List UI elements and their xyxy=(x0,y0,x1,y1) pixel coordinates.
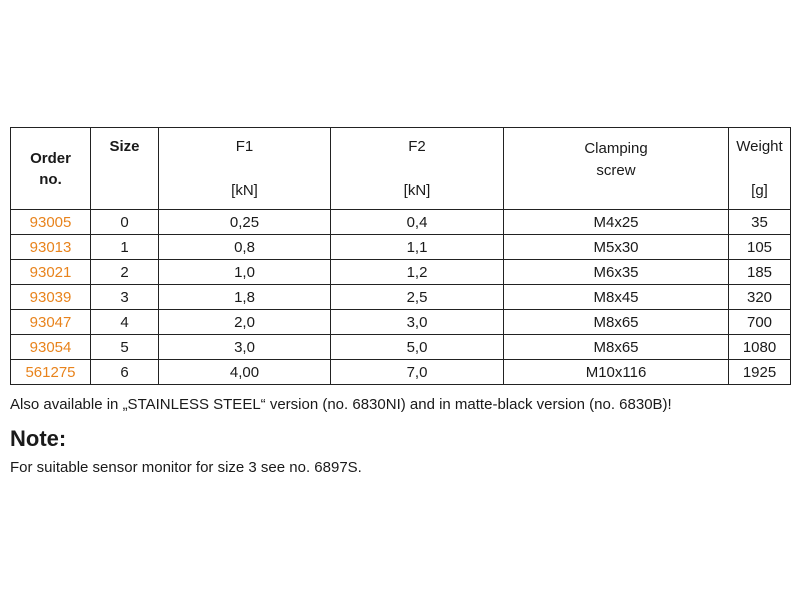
order-no-cell: 93054 xyxy=(11,335,91,360)
f1-cell: 3,0 xyxy=(159,335,331,360)
f2-cell: 3,0 xyxy=(331,310,504,335)
screw-cell: M8x65 xyxy=(504,335,729,360)
header-order-no xyxy=(11,128,91,210)
header-clamping-screw xyxy=(504,128,729,210)
header-order-no-label: Order no. xyxy=(30,149,71,188)
weight-cell: 1080 xyxy=(729,335,791,360)
screw-cell: M10x116 xyxy=(504,360,729,385)
header-clamping-screw-label: Clamping screw xyxy=(584,140,648,179)
header-f1-unit: [kN] xyxy=(231,182,258,199)
f1-cell: 0,8 xyxy=(159,235,331,260)
size-cell: 1 xyxy=(91,235,159,260)
screw-cell: M8x65 xyxy=(504,310,729,335)
note-text: For suitable sensor monitor for size 3 see no. 6897S. xyxy=(10,459,362,476)
f1-cell: 1,0 xyxy=(159,260,331,285)
order-no-cell: 93021 xyxy=(11,260,91,285)
weight-cell: 105 xyxy=(729,235,791,260)
f1-cell: 4,00 xyxy=(159,360,331,385)
spec-table xyxy=(10,127,791,385)
table-row xyxy=(11,260,791,285)
table-row xyxy=(11,360,791,385)
header-size xyxy=(91,128,159,210)
f2-cell: 1,2 xyxy=(331,260,504,285)
header-size-label: Size xyxy=(109,138,140,155)
f2-cell: 0,4 xyxy=(331,210,504,235)
table-row xyxy=(11,310,791,335)
order-no-cell: 93005 xyxy=(11,210,91,235)
table-row xyxy=(11,335,791,360)
weight-cell: 320 xyxy=(729,285,791,310)
table-header-row xyxy=(11,128,791,210)
weight-cell: 35 xyxy=(729,210,791,235)
weight-cell: 700 xyxy=(729,310,791,335)
table-row xyxy=(11,235,791,260)
note-heading: Note: xyxy=(10,426,67,451)
screw-cell: M5x30 xyxy=(504,235,729,260)
size-cell: 2 xyxy=(91,260,159,285)
header-f2-unit: [kN] xyxy=(403,182,431,199)
f2-cell: 5,0 xyxy=(331,335,504,360)
order-no-cell: 93013 xyxy=(11,235,91,260)
f1-cell: 0,25 xyxy=(159,210,331,235)
f2-cell: 2,5 xyxy=(331,285,504,310)
header-weight-unit: [g] xyxy=(751,182,768,199)
size-cell: 3 xyxy=(91,285,159,310)
screw-cell: M6x35 xyxy=(504,260,729,285)
header-weight-label: Weight xyxy=(736,138,783,155)
header-f2-label: F2 xyxy=(408,138,426,155)
weight-cell: 1925 xyxy=(729,360,791,385)
table-row xyxy=(11,285,791,310)
size-cell: 4 xyxy=(91,310,159,335)
screw-cell: M8x45 xyxy=(504,285,729,310)
order-no-cell: 93039 xyxy=(11,285,91,310)
availability-text: Also available in „STAINLESS STEEL“ version (no. 6830NI) and in matte-black version (no. 6830B)! xyxy=(10,396,672,413)
header-f2 xyxy=(331,128,504,210)
f1-cell: 1,8 xyxy=(159,285,331,310)
header-f1-label: F1 xyxy=(235,138,254,155)
table-row xyxy=(11,210,791,235)
order-no-cell: 93047 xyxy=(11,310,91,335)
header-f1 xyxy=(159,128,331,210)
f2-cell: 1,1 xyxy=(331,235,504,260)
screw-cell: M4x25 xyxy=(504,210,729,235)
size-cell: 5 xyxy=(91,335,159,360)
size-cell: 6 xyxy=(91,360,159,385)
size-cell: 0 xyxy=(91,210,159,235)
f2-cell: 7,0 xyxy=(331,360,504,385)
order-no-cell: 561275 xyxy=(11,360,91,385)
weight-cell: 185 xyxy=(729,260,791,285)
header-weight xyxy=(729,128,791,210)
f1-cell: 2,0 xyxy=(159,310,331,335)
